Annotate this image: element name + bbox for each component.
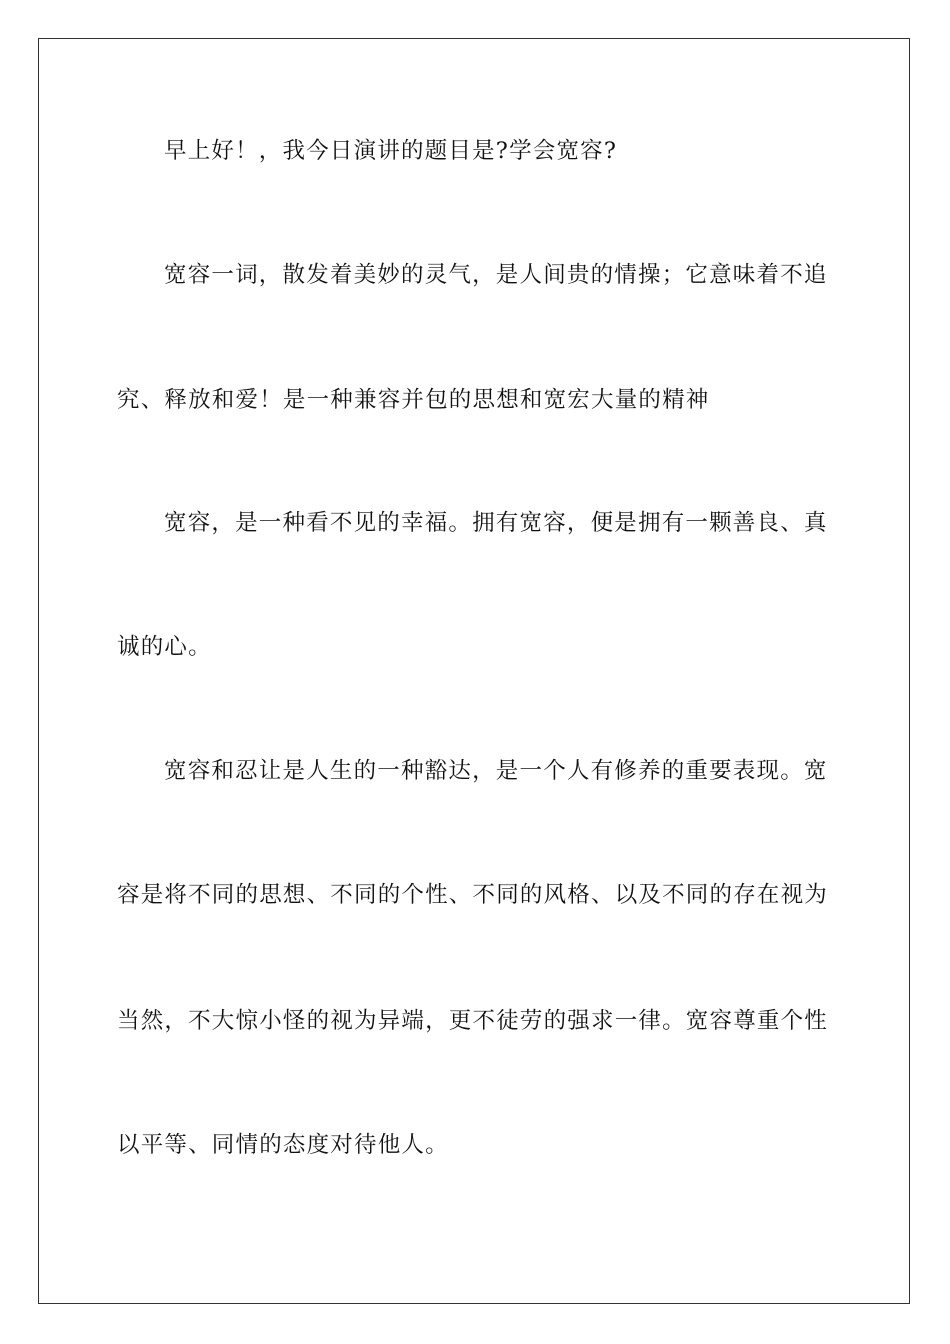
paragraph-4-line-3: 当然，不大惊小怪的视为异端，更不徒劳的强求一律。宽容尊重个性 (117, 1008, 829, 1034)
paragraph-3-line-2: 诚的心。 (117, 634, 212, 660)
paragraph-2-line-1: 宽容一词，散发着美妙的灵气，是人间贵的情操；它意味着不追 (164, 262, 828, 288)
paragraph-1-line-1: 早上好！，我今日演讲的题目是?学会宽容? (164, 138, 618, 164)
paragraph-4-line-4: 以平等、同情的态度对待他人。 (117, 1132, 449, 1158)
page-border (38, 38, 910, 1304)
paragraph-2-line-2: 究、释放和爱！是一种兼容并包的思想和宽宏大量的精神 (117, 387, 710, 413)
paragraph-4-line-2: 容是将不同的思想、不同的个性、不同的风格、以及不同的存在视为 (117, 882, 829, 908)
paragraph-4-line-1: 宽容和忍让是人生的一种豁达，是一个人有修养的重要表现。宽 (164, 758, 828, 784)
paragraph-3-line-1: 宽容，是一种看不见的幸福。拥有宽容，便是拥有一颗善良、真 (164, 510, 828, 536)
